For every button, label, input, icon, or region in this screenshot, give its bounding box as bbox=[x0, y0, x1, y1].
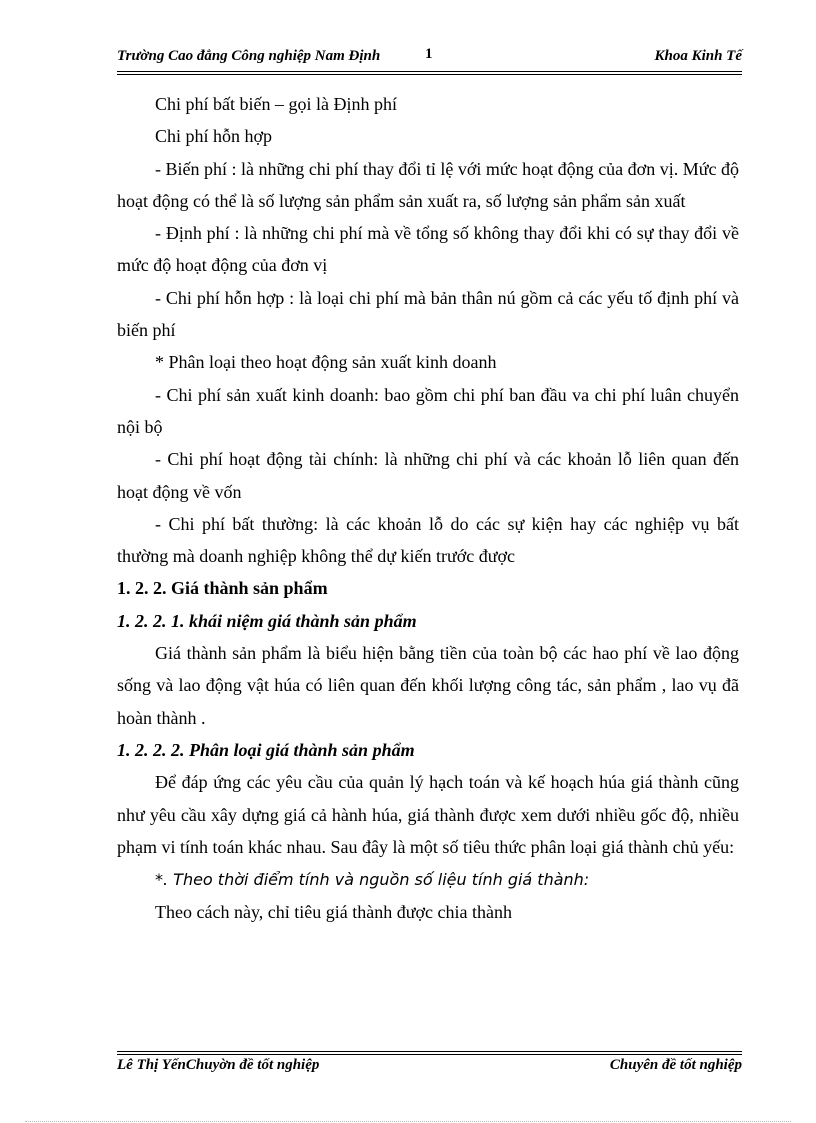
line-divided-into: Theo cách này, chỉ tiêu giá thành được chia thành bbox=[155, 902, 512, 923]
footer-title: Chuyên đề tốt nghiệp bbox=[609, 1057, 742, 1073]
page-bottom-divider bbox=[25, 1121, 791, 1122]
page-footer bbox=[117, 1057, 742, 1079]
footer-rule-secondary bbox=[117, 1054, 742, 1055]
page-number: 1 bbox=[425, 46, 433, 62]
paragraph-production-cost: - Chi phí sản xuất kinh doanh: bao gồm chi phí ban đầu va chi phí luân chuyển nội bộ bbox=[117, 384, 739, 437]
paragraph-extraordinary-cost: - Chi phí bất thường: là các khoản lỗ do các sự kiện hay các nghiệp vụ bất thường mà doanh nghiệp không thể dự kiến trước được bbox=[117, 513, 739, 567]
header-rule bbox=[117, 71, 742, 72]
paragraph-financial-cost: - Chi phí hoạt động tài chính: là những chi phí và các khoản lỗ liên quan đến hoạt động về vốn bbox=[117, 449, 739, 502]
footer-author: Lê Thị YếnChuyờn đề tốt nghiệp bbox=[117, 1057, 320, 1073]
header-school-name: Trường Cao đẳng Công nghiệp Nam Định bbox=[117, 48, 381, 64]
subsection-heading-concept: 1. 2. 2. 1. khái niệm giá thành sản phẩm bbox=[117, 610, 417, 631]
paragraph-mixed-cost: - Chi phí hỗn hợp : là loại chi phí mà bản thân nú gồm cả các yếu tố định phí và biến phí bbox=[117, 287, 739, 341]
header-rule-secondary bbox=[117, 74, 742, 75]
page-header bbox=[117, 48, 742, 70]
header-department: Khoa Kinh Tế bbox=[654, 48, 742, 64]
section-heading-product-cost: 1. 2. 2. Giá thành sản phẩm bbox=[117, 578, 328, 599]
paragraph-classification-intro: Để đáp ứng các yêu cầu của quản lý hạch toán và kế hoạch húa giá thành cũng như yêu cầu xây dựng giá cả hành húa, giá thành được xem dưới nhiều gốc độ, nhiều phạm vi tính toán khác nhau. Sau đây là một số tiêu thức phân loại giá thành chủ yếu: bbox=[117, 772, 739, 857]
paragraph-fixed-cost: - Định phí : là những chi phí mà về tổng số không thay đổi khi có sự thay đổi về mức độ hoạt động của đơn vị bbox=[117, 223, 739, 276]
footer-rule bbox=[117, 1051, 742, 1052]
line-by-time bbox=[117, 863, 739, 896]
line-by-time-text: *. Theo thời điểm tính và nguồn số liệu tính giá thành: bbox=[155, 870, 590, 890]
subsection-heading-classification: 1. 2. 2. 2. Phân loại giá thành sản phẩm bbox=[117, 739, 415, 760]
paragraph-variable-cost: - Biến phí : là những chi phí thay đổi tỉ lệ với mức hoạt động của đơn vị. Mức độ hoạt động có thể là số lượng sản phẩm sản xuất ra, số lượng sản phẩm sản xuất bbox=[117, 158, 739, 211]
document-body bbox=[117, 88, 739, 929]
line-mixed-cost: Chi phí hỗn hợp bbox=[155, 126, 273, 147]
line-classification-activity: * Phân loại theo hoạt động sản xuất kinh doanh bbox=[155, 352, 497, 373]
paragraph-product-cost-definition: Giá thành sản phẩm là biểu hiện bằng tiền của toàn bộ các hao phí về lao động sống và lao động vật húa có liên quan đến khối lượng công tác, sản phẩm , lao vụ đã hoàn thành . bbox=[117, 643, 739, 728]
line-fixed-cost: Chi phí bất biến – gọi là Định phí bbox=[155, 94, 397, 114]
